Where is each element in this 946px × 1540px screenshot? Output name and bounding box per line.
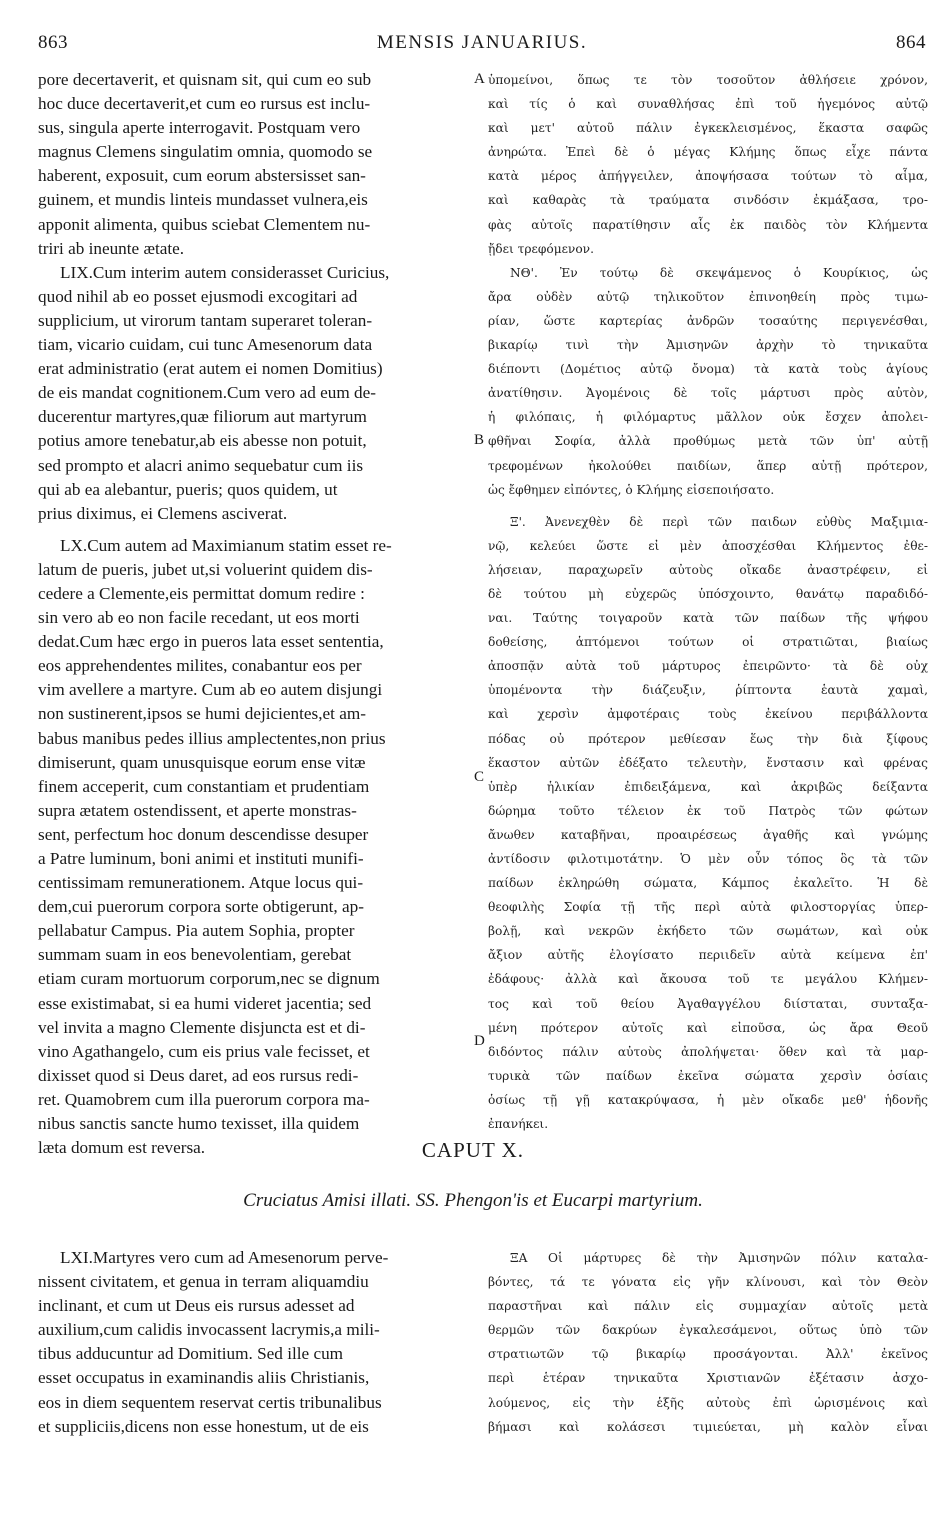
greek-top-line: νῷ, κελεύει ὥστε εἰ μὲν ἀποσχέσθαι Κλήμεντος ἐθε- [488, 538, 928, 553]
latin-column-bottom [38, 1246, 472, 1439]
greek-top-line: ἡ φιλόπαις, ἡ φιλόμαρτυς μᾶλλον οὐκ ἔσχεν ἀπολει- [488, 410, 928, 425]
greek-top-line: ναι. Ταύτης τοιγαροῦν κατὰ τῶν παίδων τῆς ψήφου [488, 611, 928, 626]
latin-top-line: haberent, exposuit, cum eorum abstersisset san- [38, 166, 366, 186]
latin-top-line: magnus Clemens singulatim omnia, quomodo se [38, 142, 373, 162]
greek-bottom-line: στρατιωτῶν τῷ βικαρίῳ προσάγονται. Ἀλλ' ἐκεῖνος [488, 1347, 928, 1362]
latin-top-line: prius diximus, ei Clemens asciverat. [38, 503, 288, 523]
greek-top-line: ἀντίδοσιν φιλοτιμοτάτην. Ὁ μὲν οὖν τόπος ὃς τὰ τῶν [488, 852, 928, 866]
latin-top-line: erat administratio (erat autem ei nomen Domitius) [38, 359, 383, 379]
greek-bottom-line: λούμενος, εἰς τὴν ἑξῆς αὐτοὺς ἐπὶ ὡρισμένοις καὶ [488, 1395, 928, 1410]
greek-top-line: ἐδάφους· ἀλλὰ καὶ ἄκουσα τοῦ τε μεγάλου Κλήμεν- [488, 972, 928, 987]
greek-top-line: ἄρα οὐδὲν αὐτῷ τηλικοῦτον ἐπινοηθείη πρὸς τιμω- [488, 289, 928, 304]
latin-top-line: nibus sanctis sancte humo texisset, illa quidem [38, 1114, 360, 1134]
greek-top-line: ὡς ἔφθημεν εἰπόντες, ὁ Κλήμης εἰσεποιήσατο. [488, 482, 775, 497]
greek-top-line: ἄνωθεν καταβῆναι, προαιρέσεως ἀγαθῆς καὶ γνώμης [488, 827, 928, 842]
chapter-subtitle: Cruciatus Amisi illati. SS. Phengon'is et Eucarpi martyrium. [243, 1190, 703, 1211]
latin-top-line: quod nihil ab eo posset ejusmodi excogitari ad [38, 286, 358, 306]
latin-top-line: sed prompto et alacri animo sequebatur cum iis [38, 455, 364, 475]
latin-top-line: sent, perfectum hoc donum descendisse desuper [38, 824, 369, 844]
greek-top-line: τυρικὰ τῶν παίδων ἐκεῖνα σώματα χερσὶν ὁσίαις [488, 1068, 928, 1083]
latin-top-line: sin vero ab eo non facile recedant, ut eos morti [38, 608, 360, 628]
latin-top-line: dixisset quod si Deus daret, ad eos rursus redi- [38, 1065, 359, 1085]
greek-top-line: ᾔδει τρεφόμενον. [488, 241, 594, 256]
latin-top-line: pellabatur Campus. Pia autem Sophia, propter [38, 921, 355, 941]
latin-top-line: guinem, et mundis linteis mundasset vulnera,eis [38, 190, 368, 210]
greek-top-line: δοθείσης, ἁπτόμενοι τούτων οἱ στρατιῶται, βιαίως [488, 635, 928, 650]
latin-bottom-line: esset occupatus in examinandis aliis Christianis, [38, 1368, 370, 1388]
latin-top-line: vino Agathangelo, cum eis prius vale fecisset, et [38, 1041, 370, 1061]
greek-top-line: καὶ χερσὶν ἀμφοτέραις τοὺς ἐκείνου περιβάλλοντα [488, 707, 928, 722]
latin-top-line: vim avellere a martyre. Cum ab eo autem disjungi [38, 680, 383, 700]
greek-top-line: κατὰ μέρος ἀπήγγειλεν, ἀποψήσασα τούτων τὸ αἷμα, [488, 169, 928, 184]
latin-top-line: tiam, vicario cuidam, cui tunc Amesenorum data [38, 335, 373, 355]
page-number-right: 864 [896, 32, 926, 53]
greek-bottom-line: παραστῆναι καὶ πάλιν εἰς συμμαχίαν αὐτοῖς μετὰ [488, 1299, 928, 1314]
latin-top-line: apponit alimenta, quibus sciebat Clementem nu- [38, 214, 371, 234]
latin-top-line: qui ab ea alebantur, pueris; quos quidem, ut [38, 479, 338, 499]
latin-top-line: supplicium, ut virorum tantam superaret toleran- [38, 310, 373, 330]
greek-top-line: παίδων ἐκληρώθη σώματα, Κάμπος ἐκαλεῖτο. Ἡ δὲ [488, 876, 928, 891]
greek-top-line: δὲ τούτου μὴ εὐχερῶς ὑπόσχοιντο, θανάτῳ παραδιδό- [488, 586, 928, 601]
latin-top-line: dedat.Cum hæc ergo in pueros lata esset sententia, [38, 632, 384, 652]
running-title: MENSIS JANUARIUS. [376, 32, 588, 53]
greek-column-bottom [488, 1246, 928, 1439]
latin-top-line: eos apprehendentes milites, conabantur eos per [38, 656, 362, 676]
greek-top-line: καὶ μετ' αὐτοῦ πάλιν ἐγκεκλεισμένος, ἕκαστα σαφῶς [488, 121, 928, 136]
greek-top-line: λήσειαν, παραχωρεῖν αὐτοὺς οἴκαδε ἀναστρέφειν, εἰ [488, 562, 928, 577]
latin-top-line: triri ab ineunte ætate. [38, 238, 185, 258]
greek-top-line: φθῆναι Σοφία, ἀλλὰ προθύμως μετὰ τῶν ὑπ' αὐτῇ [488, 434, 928, 449]
page-number-left: 863 [38, 32, 68, 53]
latin-bottom-line: nissent civitatem, et genua in terram aliquamdiu [38, 1272, 369, 1292]
margin-marker-c: C [474, 769, 485, 785]
latin-top-line: de eis mandat cognitionem.Cum vero ad eum de- [38, 383, 376, 403]
greek-top-line: θεοφιλὴς Σοφία τῇ τῆς περὶ αὐτὰ φιλοστοργίας ὑπερ- [488, 900, 928, 915]
latin-top-line: finem acceperit, cum constantiam et prudentiam [38, 776, 370, 796]
latin-top-line: vel invita a magno Clemente disjuncta est et di- [38, 1017, 366, 1037]
greek-top-line: ὁσίως τῇ γῇ κατακρύψασα, ἡ μὲν οἴκαδε μεθ' ἡδονῆς [488, 1092, 928, 1107]
greek-column-top [488, 68, 928, 1136]
greek-top-line: ρίαν, ὥστε καρτερίας ἀνδρῶν τοσαύτης περιγενέσθαι, [488, 313, 928, 328]
latin-top-line: centissimam remunerationem. Atque locus qui- [38, 873, 364, 893]
greek-bottom-line: περὶ ἑτέραν τηνικαῦτα Χριστιανῶν ἐξέτασιν ἀσχο- [488, 1371, 928, 1386]
latin-top-line: babus manibus pedes illius amplectentes,non prius [38, 728, 386, 748]
latin-top-line: summam suam in eos benevolentiam, gerebat [38, 945, 352, 965]
greek-bottom-line: θερμῶν τῶν δακρύων ἐγκαλεσάμενοι, οὕτως ὑπὸ τῶν [488, 1323, 928, 1338]
margin-marker-a: A [474, 71, 485, 87]
latin-top-line: potius amore tenebatur,ab eis abesse non potuit, [38, 431, 367, 451]
latin-top-line: ducerentur martyres,quæ filiorum aut martyrum [38, 407, 367, 427]
latin-top-line: læta domum est reversa. [38, 1138, 206, 1158]
latin-bottom-line: inclinant, et cum ut Deus eis rursus adesset ad [38, 1296, 355, 1316]
greek-top-line: βικαρίῳ τινὶ τὴν Ἀμισηνῶν ἀρχὴν τὸ τηνικαῦτα [488, 338, 928, 353]
latin-top-line: non sustinerent,ipsos se humi dejicientes,et am- [38, 704, 366, 724]
latin-top-line: dimiserunt, quam unusquisque eorum ense vitæ [38, 752, 366, 772]
greek-top-line: δώρημα τοῦτο τέλειον ἐκ τοῦ Πατρὸς τῶν φώτων [488, 803, 928, 818]
greek-bottom-line: βόντες, τά τε γόνατα εἰς γῆν κλίνουσι, καὶ τὸν Θεὸν [488, 1275, 928, 1290]
chapter-heading: CAPUT X. [421, 1138, 525, 1162]
margin-marker-d: D [474, 1033, 485, 1049]
latin-top-line: etiam curam mortuorum corporum,nec se dignum [38, 969, 380, 989]
latin-top-line: pore decertaverit, et quisnam sit, qui cum eo sub [38, 70, 372, 89]
greek-top-line: καὶ καθαρὰς τὰ τραύματα σινδόσιν ἐκμάξασα, τρο- [488, 193, 928, 208]
greek-top-line: καὶ τίς ὁ καὶ συναθλήσας ἐπὶ τοῦ ἡγεμόνος αὐτῷ [488, 97, 928, 112]
greek-top-line: τρεφομένων ἠκολούθει παιδίων, ἅπερ αὐτῇ πρότερον, [488, 458, 928, 473]
latin-column-top [38, 68, 472, 1160]
greek-top-line: ἐπανήκει. [488, 1117, 549, 1132]
latin-bottom-line: eos in diem sequentem reservat certis tribunalibus [38, 1392, 382, 1412]
greek-top-line: τος καὶ τοῦ θείου Ἀγαθαγγέλου διίσταται, συνταξα- [488, 996, 928, 1011]
running-header [38, 32, 926, 62]
greek-bottom-line: ΞΑ Οἱ μάρτυρες δὲ τὴν Ἀμισηνῶν πόλιν καταλα- [510, 1251, 928, 1265]
latin-top-line: latum de pueris, jubet ut,si voluerint quidem dis- [38, 559, 373, 579]
greek-top-line: ἕκαστον αὐτῶν ἐδέξατο τελευτὴν, ἔνστασιν καὶ φρένας [488, 755, 928, 770]
latin-top-line: hoc duce decertaverit,et cum eo rursus est inclu- [38, 94, 371, 114]
margin-marker-b: B [474, 432, 485, 448]
latin-top-line: sus, singula aperte interrogavit. Postquam vero [38, 118, 361, 138]
latin-bottom-line: et suppliciis,dicens non esse honestum, ut de eis [38, 1416, 369, 1436]
greek-top-line: ὑπομείνοι, ὅπως τε τὸν τοσοῦτον ἀθλήσειε χρόνον, [488, 73, 928, 87]
greek-bottom-line: βήμασι καὶ κολάσεσι τιμιεύεται, μὴ καλὸν εἶναι [488, 1419, 928, 1434]
greek-top-line: πόδας οὐ πρότερον μεθίεσαν ἕως τὴν διὰ ξίφους [488, 731, 928, 746]
latin-top-line: supra ætatem ostendissent, et aperte monstras- [38, 800, 357, 820]
latin-top-line: LX.Cum autem ad Maximianum statim esset re- [60, 535, 392, 555]
latin-top-line: LIX.Cum interim autem considerasset Curicius, [60, 262, 390, 282]
greek-top-line: διδόντος πάλιν αὐτοὺς ἀπολήψεται· ὅθεν καὶ τὰ μαρ- [488, 1044, 928, 1059]
latin-top-line: esse existimabat, si ea humi videret jacentia; sed [38, 993, 372, 1013]
latin-top-line: ret. Quamobrem cum illa puerorum corpora ma- [38, 1089, 370, 1109]
latin-bottom-line: auxilium,cum calidis invocassent lacrymis,a mili- [38, 1320, 380, 1340]
greek-top-line: ΝΘ'. Ἐν τούτῳ δὲ σκεψάμενος ὁ Κουρίκιος, ὡς [510, 265, 928, 280]
greek-top-line: ὑπομένοντα τὴν διάζευξιν, ῥίπτοντα ἑαυτὰ χαμαὶ, [488, 683, 928, 698]
latin-bottom-line: LXI.Martyres vero cum ad Amesenorum perve- [60, 1248, 389, 1267]
latin-top-line: cedere a Clemente,eis permittat domum redire : [38, 583, 365, 603]
greek-top-line: μένη πρότερον αὐτοῖς καὶ εἰποῦσα, ὡς ἄρα Θεοῦ [488, 1020, 928, 1035]
latin-bottom-line: tibus adducuntur ad Domitium. Sed ille cum [38, 1344, 344, 1364]
greek-top-line: ἀποσπᾷν αὐτὰ τοῦ μάρτυρος ἐπειρῶντο· τὰ δὲ οὐχ [488, 659, 928, 674]
greek-top-line: ἀνηρώτα. Ἐπεὶ δὲ ὁ μέγας Κλήμης ὅπως εἶχε πάντα [488, 145, 928, 160]
latin-top-line: dem,cui puerorum corpora sorte obtigerunt, ap- [38, 897, 364, 917]
greek-top-line: ἄξιον αὐτῆς ἐλογίσατο περιιδεῖν αὐτὰ κείμενα ἐπ' [488, 948, 928, 963]
latin-top-line: a Patre luminum, boni animi et instituti munifi- [38, 849, 364, 868]
greek-top-line: ὑπὲρ ἡλικίαν ἐπιδειξάμενα, καὶ ἀκριβῶς δείξαντα [488, 779, 928, 794]
greek-top-line: φὰς αὐτοῖς παρατίθησιν αἷς ἐκ παιδὸς τὸν Κλήμεντα [488, 217, 928, 232]
greek-top-line: Ξ'. Ἀνενεχθὲν δὲ περὶ τῶν παιδων εὐθὺς Μαξιμια- [510, 514, 928, 529]
greek-top-line: διέποντι (Δομέτιος αὐτῷ ὄνομα) τὰ κατὰ τοὺς ἁγίους [488, 362, 928, 377]
greek-top-line: βολῇ, καὶ νεκρῶν ἐκήδετο τῶν σωμάτων, καὶ οὐκ [488, 924, 928, 939]
greek-top-line: ἀνατίθησιν. Ἀγομένοις δὲ τοῖς μάρτυσι πρὸς αὐτὸν, [488, 386, 928, 401]
